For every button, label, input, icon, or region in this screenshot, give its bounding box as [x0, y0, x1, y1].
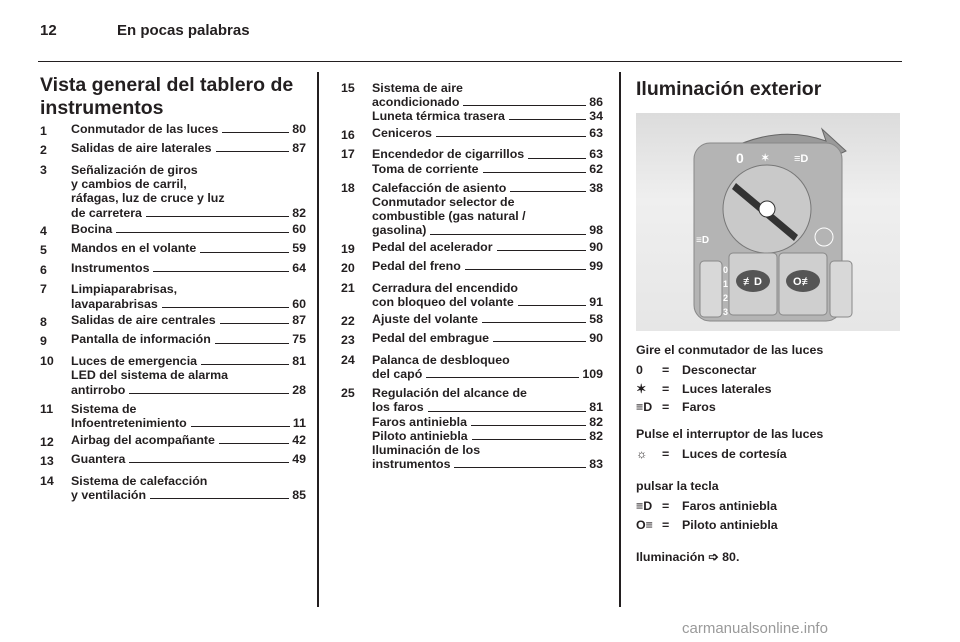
item-label: Faros antiniebla	[372, 414, 468, 429]
item-line	[372, 429, 603, 443]
item-line	[372, 312, 603, 326]
item-label: ráfagas, luz de cruce y luz	[71, 191, 225, 206]
leader-line	[216, 151, 290, 152]
toc-item[interactable]	[40, 261, 306, 280]
leader-line	[430, 234, 586, 235]
equals-sign: =	[662, 381, 670, 396]
item-line	[372, 240, 603, 254]
toc-item[interactable]	[40, 313, 306, 332]
toc-item[interactable]	[341, 178, 603, 240]
page-ref-link[interactable]: 90	[589, 240, 603, 255]
item-label: y cambios de carril,	[71, 177, 187, 192]
item-label: Ajuste del volante	[372, 311, 479, 326]
symbol-icon: ≡D	[636, 400, 653, 414]
leader-line	[509, 119, 586, 120]
item-line	[71, 282, 306, 296]
item-line	[372, 367, 603, 381]
toc-item[interactable]	[40, 433, 306, 452]
item-label: Pedal del freno	[372, 259, 461, 274]
symbol-row	[636, 497, 906, 516]
leader-line	[146, 216, 289, 217]
item-label: de carretera	[71, 205, 142, 220]
xref-text: Iluminación	[636, 550, 705, 564]
item-line	[372, 209, 603, 223]
item-number: 11	[40, 401, 54, 416]
item-line	[372, 331, 603, 345]
leader-line	[493, 341, 586, 342]
xref-page-link[interactable]: 80.	[722, 550, 740, 564]
symbol-label: Desconectar	[682, 363, 757, 377]
svg-text:≢D: ≢D	[743, 276, 762, 288]
leader-line	[215, 343, 289, 344]
page-ref-link[interactable]: 82	[589, 414, 603, 429]
toc-item[interactable]	[341, 126, 603, 145]
leader-line	[191, 426, 290, 427]
symbol-row	[636, 361, 906, 380]
item-label: lavaparabrisas	[71, 296, 158, 311]
leader-line	[428, 411, 587, 412]
item-line	[71, 474, 306, 488]
item-label: LED del sistema de alarma	[71, 368, 229, 383]
leader-line	[162, 307, 289, 308]
toc-item[interactable]	[40, 222, 306, 241]
item-line	[71, 433, 306, 447]
item-line	[372, 95, 603, 109]
item-label: Infoentretenimiento	[71, 415, 187, 430]
item-label: combustible (gas natural /	[372, 209, 526, 224]
item-label: y ventilación	[71, 487, 147, 502]
leader-line	[472, 439, 587, 440]
toc-item[interactable]	[40, 352, 306, 400]
page-ref-link[interactable]: 91	[589, 295, 603, 310]
symbol-icon: ✶	[636, 381, 647, 396]
item-label: Mandos en el volante	[71, 241, 197, 256]
item-number: 15	[341, 80, 355, 95]
item-number: 13	[40, 453, 54, 468]
item-label: antirrobo	[71, 382, 126, 397]
item-number: 4	[40, 224, 47, 239]
item-number: 5	[40, 243, 47, 258]
column-divider-2	[619, 72, 621, 607]
symbol-row	[636, 398, 906, 417]
page-ref-link[interactable]: 42	[292, 432, 306, 447]
item-label: acondicionado	[372, 94, 460, 109]
leader-line	[200, 252, 289, 253]
leader-line	[497, 250, 587, 251]
toc-item[interactable]	[341, 145, 603, 178]
item-line	[372, 295, 603, 309]
symbol-icon: ☼	[636, 446, 648, 461]
item-number: 21	[341, 280, 355, 295]
light-switch-illustration	[636, 113, 900, 331]
toc-item[interactable]	[341, 331, 603, 350]
item-number: 18	[341, 180, 355, 195]
svg-text:O≢: O≢	[793, 276, 813, 288]
leader-line	[482, 322, 586, 323]
item-line	[71, 191, 306, 205]
leader-line	[436, 136, 586, 137]
leader-line	[129, 393, 289, 394]
exterior-text	[636, 341, 906, 566]
leader-line	[426, 377, 579, 378]
item-number: 12	[40, 434, 54, 449]
leader-line	[153, 271, 289, 272]
item-label: Luneta térmica trasera	[372, 108, 505, 123]
page-ref-link[interactable]: 64	[292, 260, 306, 275]
svg-text:0: 0	[736, 150, 744, 166]
light-switch-figure	[636, 113, 900, 331]
leader-line	[219, 443, 289, 444]
item-label: Cerradura del encendido	[372, 280, 518, 295]
leader-line	[471, 425, 586, 426]
item-number: 10	[40, 354, 54, 369]
item-label: Bocina	[71, 222, 113, 237]
toc-item[interactable]	[40, 241, 306, 260]
page-ref-link[interactable]: 58	[589, 311, 603, 326]
item-line	[71, 122, 306, 136]
page-ref-link[interactable]: 109	[582, 366, 603, 381]
equals-sign: =	[662, 446, 670, 461]
item-label: Piloto antiniebla	[372, 428, 468, 443]
symbol-icon: O≡	[636, 517, 653, 532]
page-ref-link[interactable]: 83	[589, 457, 603, 472]
item-line	[372, 181, 603, 195]
item-number: 22	[341, 313, 355, 328]
svg-text:2: 2	[723, 293, 729, 303]
equals-sign: =	[662, 499, 670, 513]
page-ref-link[interactable]: 75	[292, 332, 306, 347]
toc-item[interactable]	[341, 259, 603, 278]
symbol-row	[636, 445, 906, 464]
item-number: 9	[40, 334, 47, 349]
leader-line	[129, 462, 289, 463]
item-number: 7	[40, 282, 47, 297]
page-ref-link[interactable]: 81	[292, 354, 306, 369]
page-ref-link[interactable]: 90	[589, 331, 603, 346]
page-number: 12	[40, 22, 57, 39]
item-label: Sistema de calefacción	[71, 473, 208, 488]
page-ref-link[interactable]: 63	[589, 147, 603, 162]
symbol-row	[636, 380, 906, 399]
item-number: 1	[40, 124, 47, 138]
item-line	[372, 457, 603, 471]
item-label: Conmutador selector de	[372, 194, 515, 209]
item-line	[372, 259, 603, 273]
item-label: Pedal del embrague	[372, 331, 490, 346]
exterior-lighting-column	[636, 74, 906, 568]
overview-title: Vista general del tablero de instrumentos	[40, 74, 294, 119]
leader-line	[220, 323, 290, 324]
item-label: Airbag del acompañante	[71, 432, 215, 447]
symbol-row	[636, 516, 906, 535]
item-line	[372, 223, 603, 237]
page-ref-link[interactable]: 11	[292, 415, 306, 430]
symbol-icon: ≡D	[636, 499, 653, 513]
item-number: 19	[341, 242, 355, 257]
item-line	[372, 109, 603, 123]
toc-item[interactable]	[40, 280, 306, 313]
press-heading: Pulse el interruptor de las luces	[636, 426, 824, 441]
leader-line	[201, 364, 289, 365]
toc-item[interactable]	[40, 160, 306, 222]
overview-column-2	[341, 78, 603, 474]
page-ref-link[interactable]: 81	[589, 400, 603, 415]
item-line	[71, 163, 306, 177]
item-line	[372, 281, 603, 295]
page-ref-link[interactable]: 86	[589, 94, 603, 109]
section-title: En pocas palabras	[117, 22, 250, 39]
page-ref-link[interactable]: 63	[589, 125, 603, 140]
leader-line	[528, 158, 586, 159]
item-label: Ceniceros	[372, 125, 432, 140]
item-line	[71, 332, 306, 346]
item-label: Calefacción de asiento	[372, 180, 507, 195]
item-line	[372, 162, 603, 176]
leader-line	[510, 191, 586, 192]
page-ref-link[interactable]: 80	[292, 122, 306, 136]
equals-sign: =	[662, 363, 670, 377]
toc-item[interactable]	[40, 452, 306, 471]
toc-item[interactable]	[40, 141, 306, 160]
item-line	[372, 126, 603, 140]
item-label: Sistema de aire	[372, 80, 463, 95]
cross-reference	[636, 548, 906, 566]
svg-text:3: 3	[723, 307, 729, 317]
item-label: Salidas de aire laterales	[71, 141, 212, 156]
item-line	[372, 81, 603, 95]
leader-line	[463, 105, 586, 106]
item-label: Salidas de aire centrales	[71, 313, 216, 328]
item-line	[71, 222, 306, 236]
xref-arrow-icon: ➩	[708, 550, 719, 564]
page-ref-link[interactable]: 98	[589, 223, 603, 238]
item-line	[372, 353, 603, 367]
item-label: Instrumentos	[71, 260, 150, 275]
item-line	[372, 386, 603, 400]
item-number: 20	[341, 261, 355, 276]
leader-line	[454, 467, 586, 468]
exterior-title: Iluminación exterior	[636, 78, 822, 100]
item-line	[71, 261, 306, 275]
item-line	[372, 400, 603, 414]
header-rule	[38, 61, 902, 62]
symbol-label: Faros	[682, 400, 716, 414]
item-label: Palanca de desbloqueo	[372, 352, 510, 367]
leader-line	[222, 132, 289, 133]
page-ref-link[interactable]: 59	[292, 241, 306, 256]
toc-item[interactable]	[341, 78, 603, 126]
item-number: 14	[40, 473, 54, 488]
item-label: con bloqueo del volante	[372, 295, 514, 310]
item-number: 23	[341, 333, 355, 348]
symbol-label: Luces laterales	[682, 381, 772, 396]
page-ref-link[interactable]: 99	[589, 259, 603, 274]
item-number: 2	[40, 143, 47, 158]
item-line	[372, 443, 603, 457]
page-ref-link[interactable]: 87	[292, 141, 306, 156]
item-line	[71, 141, 306, 155]
item-label: Conmutador de las luces	[71, 122, 219, 136]
item-label: Guantera	[71, 451, 126, 466]
page-ref-link[interactable]: 87	[292, 313, 306, 328]
page-ref-link[interactable]: 62	[589, 161, 603, 176]
toc-item[interactable]	[341, 384, 603, 474]
symbol-label: Luces de cortesía	[682, 446, 787, 461]
page-ref-link[interactable]: 60	[292, 222, 306, 237]
item-number: 25	[341, 386, 355, 401]
item-label: Señalización de giros	[71, 162, 198, 177]
toc-item[interactable]	[40, 471, 306, 504]
toc-item[interactable]	[341, 312, 603, 331]
overview-column-1	[40, 74, 306, 504]
item-line	[71, 402, 306, 416]
item-label: Sistema de	[71, 401, 137, 416]
equals-sign: =	[662, 517, 670, 532]
item-line	[71, 416, 306, 430]
leader-line	[465, 269, 586, 270]
svg-text:0: 0	[723, 265, 729, 275]
watermark: carmanualsonline.info	[682, 620, 828, 637]
symbol-icon: 0	[636, 363, 643, 377]
item-line	[71, 206, 306, 220]
page-ref-link[interactable]: 38	[589, 180, 603, 195]
item-number: 16	[341, 127, 355, 142]
page-ref-link[interactable]: 34	[589, 108, 603, 123]
toc-item[interactable]	[40, 122, 306, 141]
toc-item[interactable]	[40, 332, 306, 351]
item-label: instrumentos	[372, 457, 451, 472]
item-number: 8	[40, 315, 47, 330]
equals-sign: =	[662, 400, 670, 414]
item-label: gasolina)	[372, 223, 427, 238]
item-line	[71, 368, 306, 382]
item-number: 3	[40, 162, 47, 177]
item-label: los faros	[372, 400, 424, 415]
item-number: 24	[341, 352, 355, 367]
page-ref-link[interactable]: 82	[589, 428, 603, 443]
svg-text:1: 1	[723, 279, 729, 289]
turn-heading: Gire el conmutador de las luces	[636, 343, 824, 357]
item-number: 17	[341, 147, 355, 162]
page-ref-link[interactable]: 28	[292, 382, 306, 397]
item-label: Regulación del alcance de	[372, 386, 527, 401]
page-ref-link[interactable]: 49	[292, 451, 306, 466]
item-label: Iluminación de los	[372, 442, 481, 457]
symbol-label: Piloto antiniebla	[682, 517, 778, 532]
toc-item[interactable]	[341, 278, 603, 311]
leader-line	[116, 232, 289, 233]
item-number: 6	[40, 262, 47, 277]
item-line	[71, 177, 306, 191]
column-divider-1	[317, 72, 319, 607]
item-label: Toma de corriente	[372, 161, 479, 176]
page-ref-link[interactable]: 85	[292, 487, 306, 502]
item-label: Luces de emergencia	[71, 354, 198, 369]
toc-item[interactable]	[341, 240, 603, 259]
svg-text:✶: ✶	[761, 153, 770, 164]
item-line	[71, 354, 306, 368]
item-line	[71, 297, 306, 311]
item-label: Pedal del acelerador	[372, 240, 493, 255]
item-line	[71, 452, 306, 466]
leader-line	[518, 305, 586, 306]
item-line	[71, 313, 306, 327]
item-line	[71, 488, 306, 502]
item-line	[71, 241, 306, 255]
page-ref-link[interactable]: 60	[292, 296, 306, 311]
item-line	[372, 195, 603, 209]
symbol-label: Faros antiniebla	[682, 499, 778, 513]
svg-text:≡D: ≡D	[794, 153, 809, 165]
svg-text:≡D: ≡D	[696, 235, 710, 246]
key-heading: pulsar la tecla	[636, 479, 719, 493]
item-label: Encendedor de cigarrillos	[372, 147, 525, 162]
leader-line	[150, 498, 289, 499]
toc-item[interactable]	[341, 350, 603, 383]
item-label: Limpiaparabrisas,	[71, 282, 178, 297]
item-line	[71, 383, 306, 397]
page-ref-link[interactable]: 82	[292, 205, 306, 220]
toc-item[interactable]	[40, 399, 306, 432]
leader-line	[483, 172, 587, 173]
item-label: del capó	[372, 366, 423, 381]
item-line	[372, 147, 603, 161]
item-label: Pantalla de información	[71, 332, 211, 347]
item-line	[372, 415, 603, 429]
